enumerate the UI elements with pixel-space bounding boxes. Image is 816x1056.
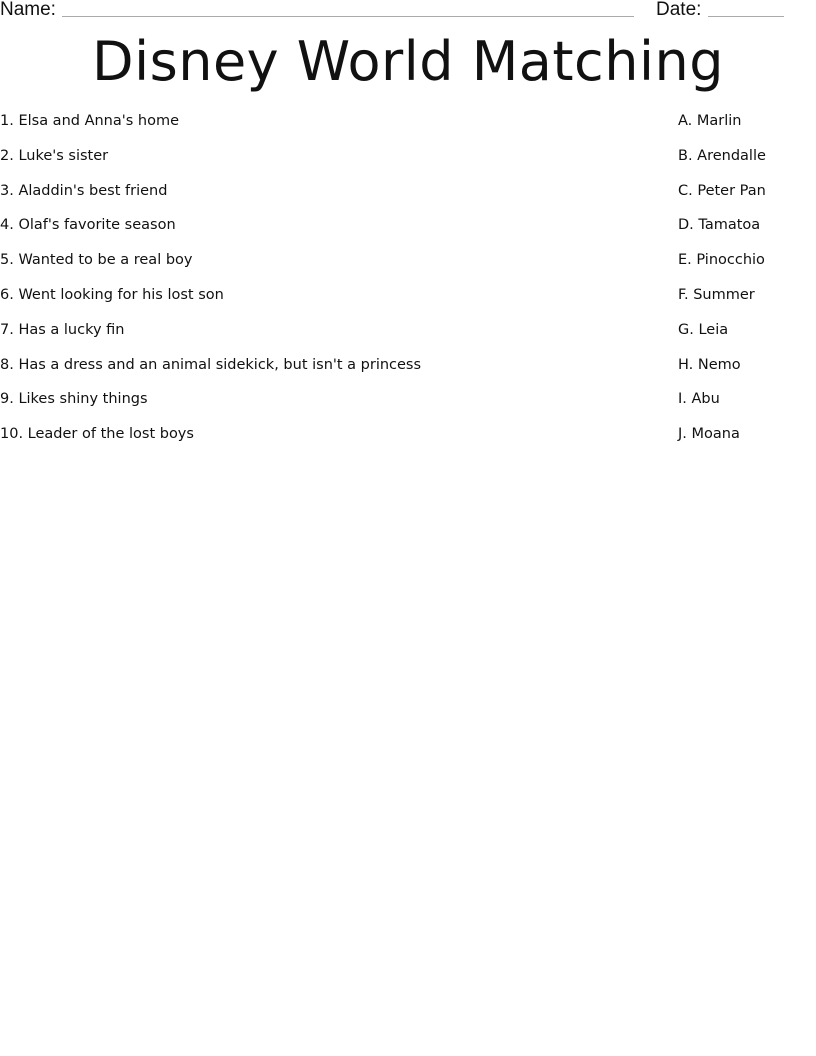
answer-item: E. Pinocchio	[678, 252, 765, 269]
answer-list	[678, 111, 766, 459]
clue-item: 7. Has a lucky fin	[0, 321, 125, 338]
clue-item: 5. Wanted to be a real boy	[0, 252, 193, 269]
clue-item: 2. Luke's sister	[0, 147, 109, 164]
clue-item: 9. Likes shiny things	[0, 391, 148, 408]
name-label: Name:	[0, 0, 56, 20]
clue-item: 8. Has a dress and an animal sidekick, but isn't a princess	[0, 356, 422, 373]
answer-item: J. Moana	[678, 426, 740, 443]
answer-item: D. Tamatoa	[678, 217, 761, 234]
clue-item: 1. Elsa and Anna's home	[0, 113, 180, 129]
answer-item: H. Nemo	[678, 356, 741, 373]
clue-list	[0, 111, 421, 459]
page-title: Disney World Matching	[92, 30, 724, 93]
worksheet-header	[0, 0, 816, 22]
clue-item: 6. Went looking for his lost son	[0, 286, 224, 303]
answer-item: B. Arendalle	[678, 147, 766, 164]
date-label: Date:	[656, 0, 702, 20]
answer-item: I. Abu	[678, 391, 720, 408]
clue-item: 10. Leader of the lost boys	[0, 426, 194, 443]
answer-item: G. Leia	[678, 321, 729, 338]
answer-item: A. Marlin	[678, 113, 742, 129]
answer-item: F. Summer	[678, 286, 755, 303]
name-blank-line	[62, 16, 634, 17]
date-blank-line	[708, 16, 784, 17]
clue-item: 3. Aladdin's best friend	[0, 182, 168, 199]
clue-item: 4. Olaf's favorite season	[0, 217, 176, 234]
answer-item: C. Peter Pan	[678, 182, 766, 199]
